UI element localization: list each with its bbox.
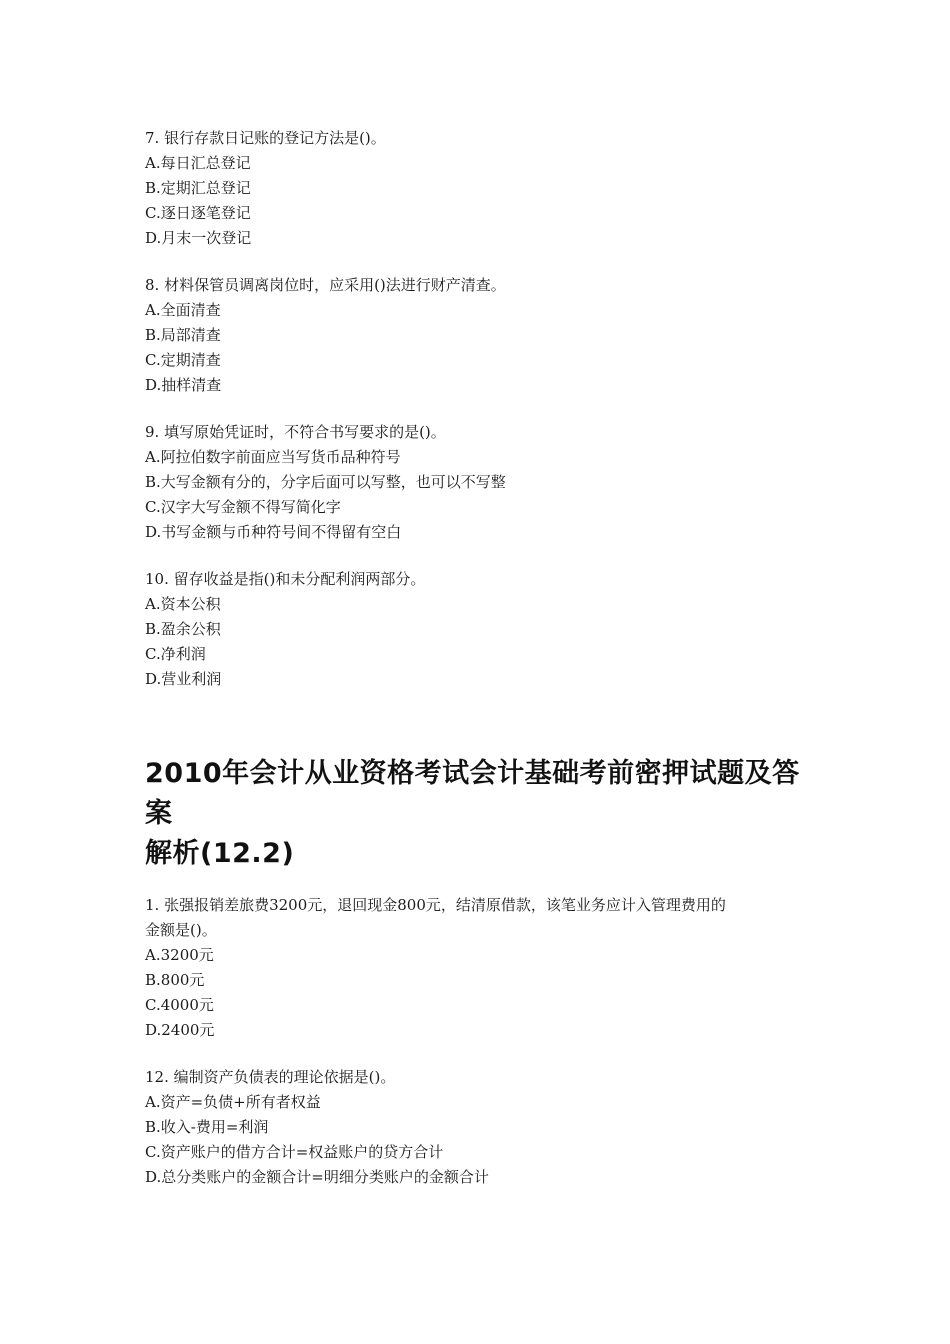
section-heading [145,754,815,874]
question-stem-line-2: 金额是()。 [145,921,217,939]
question-stem-line-1: 1. 张强报销差旅费3200元，退回现金800元，结清原借款，该笔业务应计入管理费用的 [145,896,726,914]
question-10 [145,567,815,692]
option-c: C.4000元 [145,996,214,1014]
question-stem: 10. 留存收益是指()和未分配利润两部分。 [145,570,426,588]
option-b: B.收入-费用=利润 [145,1118,269,1136]
question-stem: 8. 材料保管员调离岗位时，应采用()法进行财产清查。 [145,276,506,294]
document-content [145,126,815,1212]
option-b: B.800元 [145,971,205,989]
question-stem: 9. 填写原始凭证时，不符合书写要求的是()。 [145,423,446,441]
option-c: C.汉字大写金额不得写简化字 [145,498,341,516]
option-c: C.资产账户的借方合计=权益账户的贷方合计 [145,1143,444,1161]
option-b: B.定期汇总登记 [145,179,251,197]
option-b: B.盈余公积 [145,620,221,638]
option-d: D.总分类账户的金额合计=明细分类账户的金额合计 [145,1168,489,1186]
option-a: A.每日汇总登记 [145,154,251,172]
option-b: B.大写金额有分的，分字后面可以写整，也可以不写整 [145,473,506,491]
question-stem: 12. 编制资产负债表的理论依据是()。 [145,1068,396,1086]
option-d: D.抽样清查 [145,376,222,394]
option-a: A.全面清查 [145,301,221,319]
option-d: D.月末一次登记 [145,229,252,247]
option-a: A.资产=负债+所有者权益 [145,1093,321,1111]
option-d: D.书写金额与币种符号间不得留有空白 [145,523,402,541]
option-d: D.2400元 [145,1021,215,1039]
option-d: D.营业利润 [145,670,222,688]
heading-line-2: 解析(12.2) [145,838,295,869]
option-a: A.资本公积 [145,595,221,613]
option-c: C.逐日逐笔登记 [145,204,251,222]
option-a: A.3200元 [145,946,214,964]
question-1 [145,893,815,1043]
heading-line-1: 2010年会计从业资格考试会计基础考前密押试题及答案 [145,758,800,829]
option-b: B.局部清查 [145,326,221,344]
option-a: A.阿拉伯数字前面应当写货币品种符号 [145,448,401,466]
question-9 [145,420,815,545]
question-8 [145,273,815,398]
option-c: C.净利润 [145,645,206,663]
option-c: C.定期清查 [145,351,221,369]
question-12 [145,1065,815,1190]
question-stem: 7. 银行存款日记账的登记方法是()。 [145,129,386,147]
question-7 [145,126,815,251]
